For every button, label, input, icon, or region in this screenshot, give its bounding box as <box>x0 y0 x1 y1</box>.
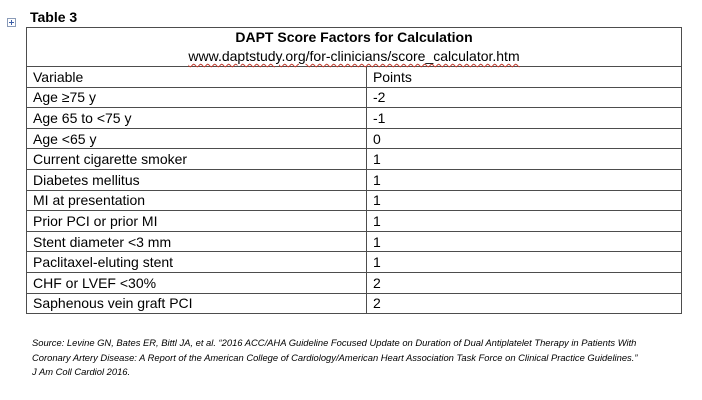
variable-cell: Prior PCI or prior MI <box>27 211 367 232</box>
points-cell: 0 <box>366 128 681 149</box>
header-variable: Variable <box>27 67 367 88</box>
points-cell: -1 <box>366 108 681 129</box>
table-move-handle-icon[interactable] <box>7 18 16 27</box>
variable-cell: MI at presentation <box>27 190 367 211</box>
table-row <box>27 272 682 293</box>
points-cell: 1 <box>366 190 681 211</box>
table-row <box>27 169 682 190</box>
table-row <box>27 108 682 129</box>
table-title: DAPT Score Factors for Calculation <box>235 29 473 45</box>
table-row <box>27 149 682 170</box>
dapt-score-table <box>26 27 682 314</box>
points-cell: 1 <box>366 211 681 232</box>
table-row <box>27 293 682 314</box>
variable-cell: CHF or LVEF <30% <box>27 272 367 293</box>
table-title-cell <box>27 28 682 67</box>
table-header-row <box>27 67 682 88</box>
table-caption: Table 3 <box>30 9 78 25</box>
variable-cell: Current cigarette smoker <box>27 149 367 170</box>
header-points: Points <box>366 67 681 88</box>
table-row <box>27 87 682 108</box>
variable-cell: Saphenous vein graft PCI <box>27 293 367 314</box>
variable-cell: Age 65 to <75 y <box>27 108 367 129</box>
source-line-1: Source: Levine GN, Bates ER, Bittl JA, et al. “2016 ACC/AHA Guideline Focused Update on Duration of Dual Antiplatelet Therapy in Patients With <box>32 337 637 348</box>
variable-cell: Diabetes mellitus <box>27 169 367 190</box>
table-row <box>27 252 682 273</box>
source-line-2: Coronary Artery Disease: A Report of the American College of Cardiology/American Heart Association Task Force on Clinical Practice Guidelines.” <box>32 351 638 363</box>
table-url: www.daptstudy.org/for-clinicians/score_calculator.htm <box>188 48 520 64</box>
variable-cell: Stent diameter <3 mm <box>27 231 367 252</box>
points-cell: 1 <box>366 169 681 190</box>
points-cell: -2 <box>366 87 681 108</box>
variable-cell: Age ≥75 y <box>27 87 367 108</box>
points-cell: 1 <box>366 231 681 252</box>
variable-cell: Age <65 y <box>27 128 367 149</box>
points-cell: 2 <box>366 293 681 314</box>
points-cell: 1 <box>366 149 681 170</box>
table-title-row <box>27 28 682 67</box>
table-row <box>27 231 682 252</box>
variable-cell: Paclitaxel-eluting stent <box>27 252 367 273</box>
source-note <box>32 336 692 380</box>
points-cell: 1 <box>366 252 681 273</box>
table-row <box>27 190 682 211</box>
points-cell: 2 <box>366 272 681 293</box>
table-row <box>27 128 682 149</box>
source-line-3: J Am Coll Cardiol 2016. <box>32 366 131 377</box>
table-row <box>27 211 682 232</box>
